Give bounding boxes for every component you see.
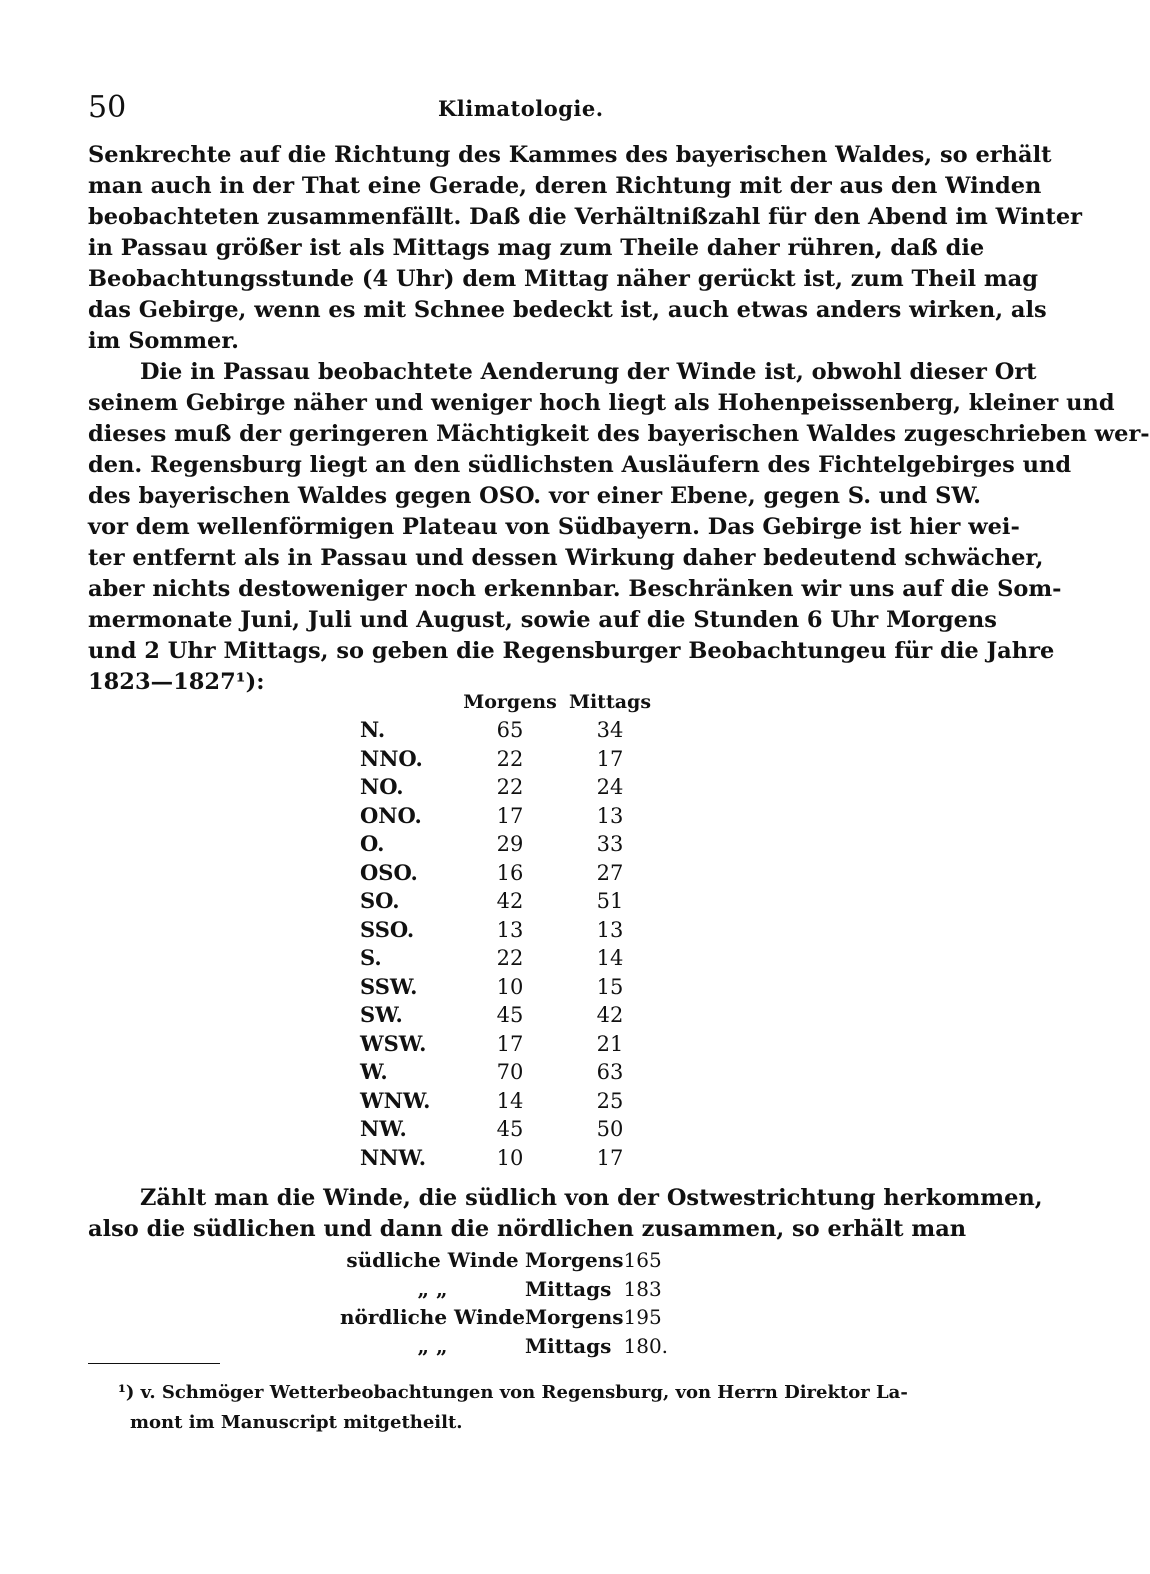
- morgens-count: 16: [496, 860, 524, 885]
- table-row: [360, 1144, 660, 1173]
- table-header-row: [360, 688, 660, 716]
- mittags-count: 25: [596, 1088, 624, 1113]
- morgens-count: 45: [496, 1117, 524, 1141]
- table-row: [360, 1058, 660, 1087]
- text-line: im Sommer.: [88, 328, 239, 354]
- text-line: Die in Passau beobachtete Aenderung der Winde ist, obwohl dieser Ort: [140, 359, 1037, 385]
- wind-direction: S.: [360, 945, 382, 970]
- mittags-count: 21: [596, 1031, 624, 1056]
- table-row: [360, 745, 660, 774]
- table-row: [360, 1087, 660, 1116]
- wind-direction: SO.: [360, 888, 400, 913]
- body-text: [88, 140, 1150, 698]
- table-row: [340, 1332, 674, 1361]
- text-line: des bayerischen Waldes gegen OSO. vor einer Ebene, gegen S. und SW.: [88, 483, 982, 509]
- text-line: aber nichts destoweniger noch erkennbar. Beschränken wir uns auf die Som-: [88, 576, 1062, 602]
- mittags-count: 34: [596, 718, 624, 742]
- total-value: 195: [623, 1305, 662, 1329]
- text-line: 1823—1827¹):: [88, 669, 265, 695]
- totals-table: [340, 1246, 674, 1360]
- mittags-count: 17: [596, 1145, 624, 1170]
- wind-direction: NW.: [360, 1116, 407, 1141]
- mittags-count: 15: [596, 974, 624, 999]
- total-value: 165: [623, 1248, 662, 1272]
- wind-group: „ „: [417, 1333, 448, 1358]
- wind-direction: N.: [360, 717, 386, 742]
- total-value: 183: [623, 1276, 662, 1301]
- page-header: [88, 90, 908, 126]
- header-spacer: [360, 688, 460, 716]
- mittags-count: 51: [596, 889, 624, 913]
- table-row: [340, 1246, 674, 1275]
- morgens-count: 13: [496, 917, 524, 942]
- page-number: 50: [88, 90, 127, 125]
- morgens-count: 17: [496, 803, 524, 828]
- table-row: [360, 859, 660, 888]
- text-line: man auch in der That eine Gerade, deren Richtung mit der aus den Winden: [88, 173, 1042, 199]
- morgens-count: 42: [496, 889, 524, 913]
- wind-direction: SW.: [360, 1002, 403, 1027]
- morgens-count: 45: [496, 1003, 524, 1027]
- total-value: 180.: [623, 1333, 669, 1358]
- wind-direction: WNW.: [360, 1087, 431, 1113]
- mittags-count: 42: [596, 1003, 624, 1027]
- table-row: [360, 1030, 660, 1059]
- text-line: ter entfernt als in Passau und dessen Wirkung daher bedeutend schwächer,: [88, 545, 1044, 571]
- text-line: in Passau größer ist als Mittags mag zum Theile daher rühren, daß die: [88, 235, 985, 261]
- morgens-count: 14: [496, 1088, 524, 1113]
- table-row: [340, 1303, 674, 1332]
- column-header-morgens: Morgens: [463, 691, 557, 713]
- wind-group: nördliche Winde: [340, 1305, 525, 1329]
- column-header-mittags: Mittags: [568, 691, 652, 713]
- table-row: [360, 1115, 660, 1144]
- morgens-count: 22: [496, 946, 524, 970]
- morgens-count: 10: [496, 1145, 524, 1170]
- morgens-count: 70: [496, 1060, 524, 1084]
- wind-direction: W.: [360, 1059, 388, 1084]
- text-line: beobachteten zusammenfällt. Daß die Verhältnißzahl für den Abend im Winter: [88, 204, 1083, 230]
- morgens-count: 22: [496, 746, 524, 771]
- text-line: seinem Gebirge näher und weniger hoch liegt als Hohenpeissenberg, kleiner und: [88, 390, 1115, 416]
- footnote-line: ¹) v. Schmöger Wetterbeobachtungen von Regensburg, von Herrn Direktor La-: [118, 1382, 908, 1403]
- mittags-count: 17: [596, 746, 624, 771]
- mittags-count: 27: [596, 860, 624, 885]
- summary-paragraph: [88, 1183, 1043, 1245]
- wind-table: [360, 688, 660, 1172]
- text-line: und 2 Uhr Mittags, so geben die Regensburger Beobachtungeu für die Jahre: [88, 638, 1055, 664]
- table-row: [360, 1001, 660, 1030]
- wind-direction: SSO.: [360, 916, 415, 942]
- time-of-day: Morgens: [524, 1248, 624, 1272]
- text-line: Zählt man die Winde, die südlich von der Ostwestrichtung herkommen,: [140, 1185, 1043, 1211]
- wind-group: südliche Winde: [346, 1248, 519, 1272]
- table-row: [340, 1275, 674, 1304]
- wind-direction: NO.: [360, 774, 404, 799]
- table-row: [360, 916, 660, 945]
- morgens-count: 29: [496, 832, 524, 856]
- table-row: [360, 973, 660, 1002]
- table-row: [360, 830, 660, 859]
- mittags-count: 50: [596, 1117, 624, 1141]
- mittags-count: 14: [596, 946, 624, 970]
- text-line: mermonate Juni, Juli und August, sowie auf die Stunden 6 Uhr Morgens: [88, 607, 997, 633]
- morgens-count: 65: [496, 718, 524, 742]
- mittags-count: 33: [596, 832, 624, 856]
- time-of-day: Mittags: [524, 1276, 612, 1301]
- table-row: [360, 944, 660, 973]
- wind-direction: NNW.: [360, 1144, 427, 1170]
- table-row: [360, 716, 660, 745]
- mittags-count: 13: [596, 917, 624, 942]
- wind-direction: O.: [360, 831, 385, 856]
- text-line: vor dem wellenförmigen Plateau von Südbayern. Das Gebirge ist hier wei-: [88, 514, 1020, 540]
- footnote-line: mont im Manuscript mitgetheilt.: [130, 1412, 463, 1433]
- wind-direction: SSW.: [360, 973, 418, 999]
- time-of-day: Morgens: [524, 1305, 624, 1329]
- table-row: [360, 773, 660, 802]
- wind-direction: NNO.: [360, 745, 423, 771]
- text-line: dieses muß der geringeren Mächtigkeit des bayerischen Waldes zugeschrieben wer-: [88, 421, 1150, 447]
- footnote-divider: [88, 1363, 220, 1364]
- mittags-count: 63: [596, 1060, 624, 1084]
- text-line: also die südlichen und dann die nördlichen zusammen, so erhält man: [88, 1216, 967, 1242]
- table-row: [360, 887, 660, 916]
- time-of-day: Mittags: [524, 1333, 612, 1358]
- running-head: Klimatologie.: [438, 96, 604, 121]
- wind-direction: ONO.: [360, 802, 422, 828]
- wind-direction: OSO.: [360, 859, 418, 885]
- wind-direction: WSW.: [360, 1030, 427, 1056]
- text-line: das Gebirge, wenn es mit Schnee bedeckt ist, auch etwas anders wirken, als: [88, 297, 1047, 323]
- mittags-count: 24: [596, 775, 624, 799]
- text-line: Beobachtungsstunde (4 Uhr) dem Mittag näher gerückt ist, zum Theil mag: [88, 266, 1038, 292]
- table-row: [360, 802, 660, 831]
- mittags-count: 13: [596, 803, 624, 828]
- footnote: [118, 1378, 908, 1438]
- morgens-count: 17: [496, 1031, 524, 1056]
- text-line: Senkrechte auf die Richtung des Kammes des bayerischen Waldes, so erhält: [88, 142, 1052, 168]
- wind-group: „ „: [417, 1276, 448, 1301]
- morgens-count: 22: [496, 775, 524, 799]
- text-line: den. Regensburg liegt an den südlichsten Ausläufern des Fichtelgebirges und: [88, 452, 1072, 478]
- morgens-count: 10: [496, 974, 524, 999]
